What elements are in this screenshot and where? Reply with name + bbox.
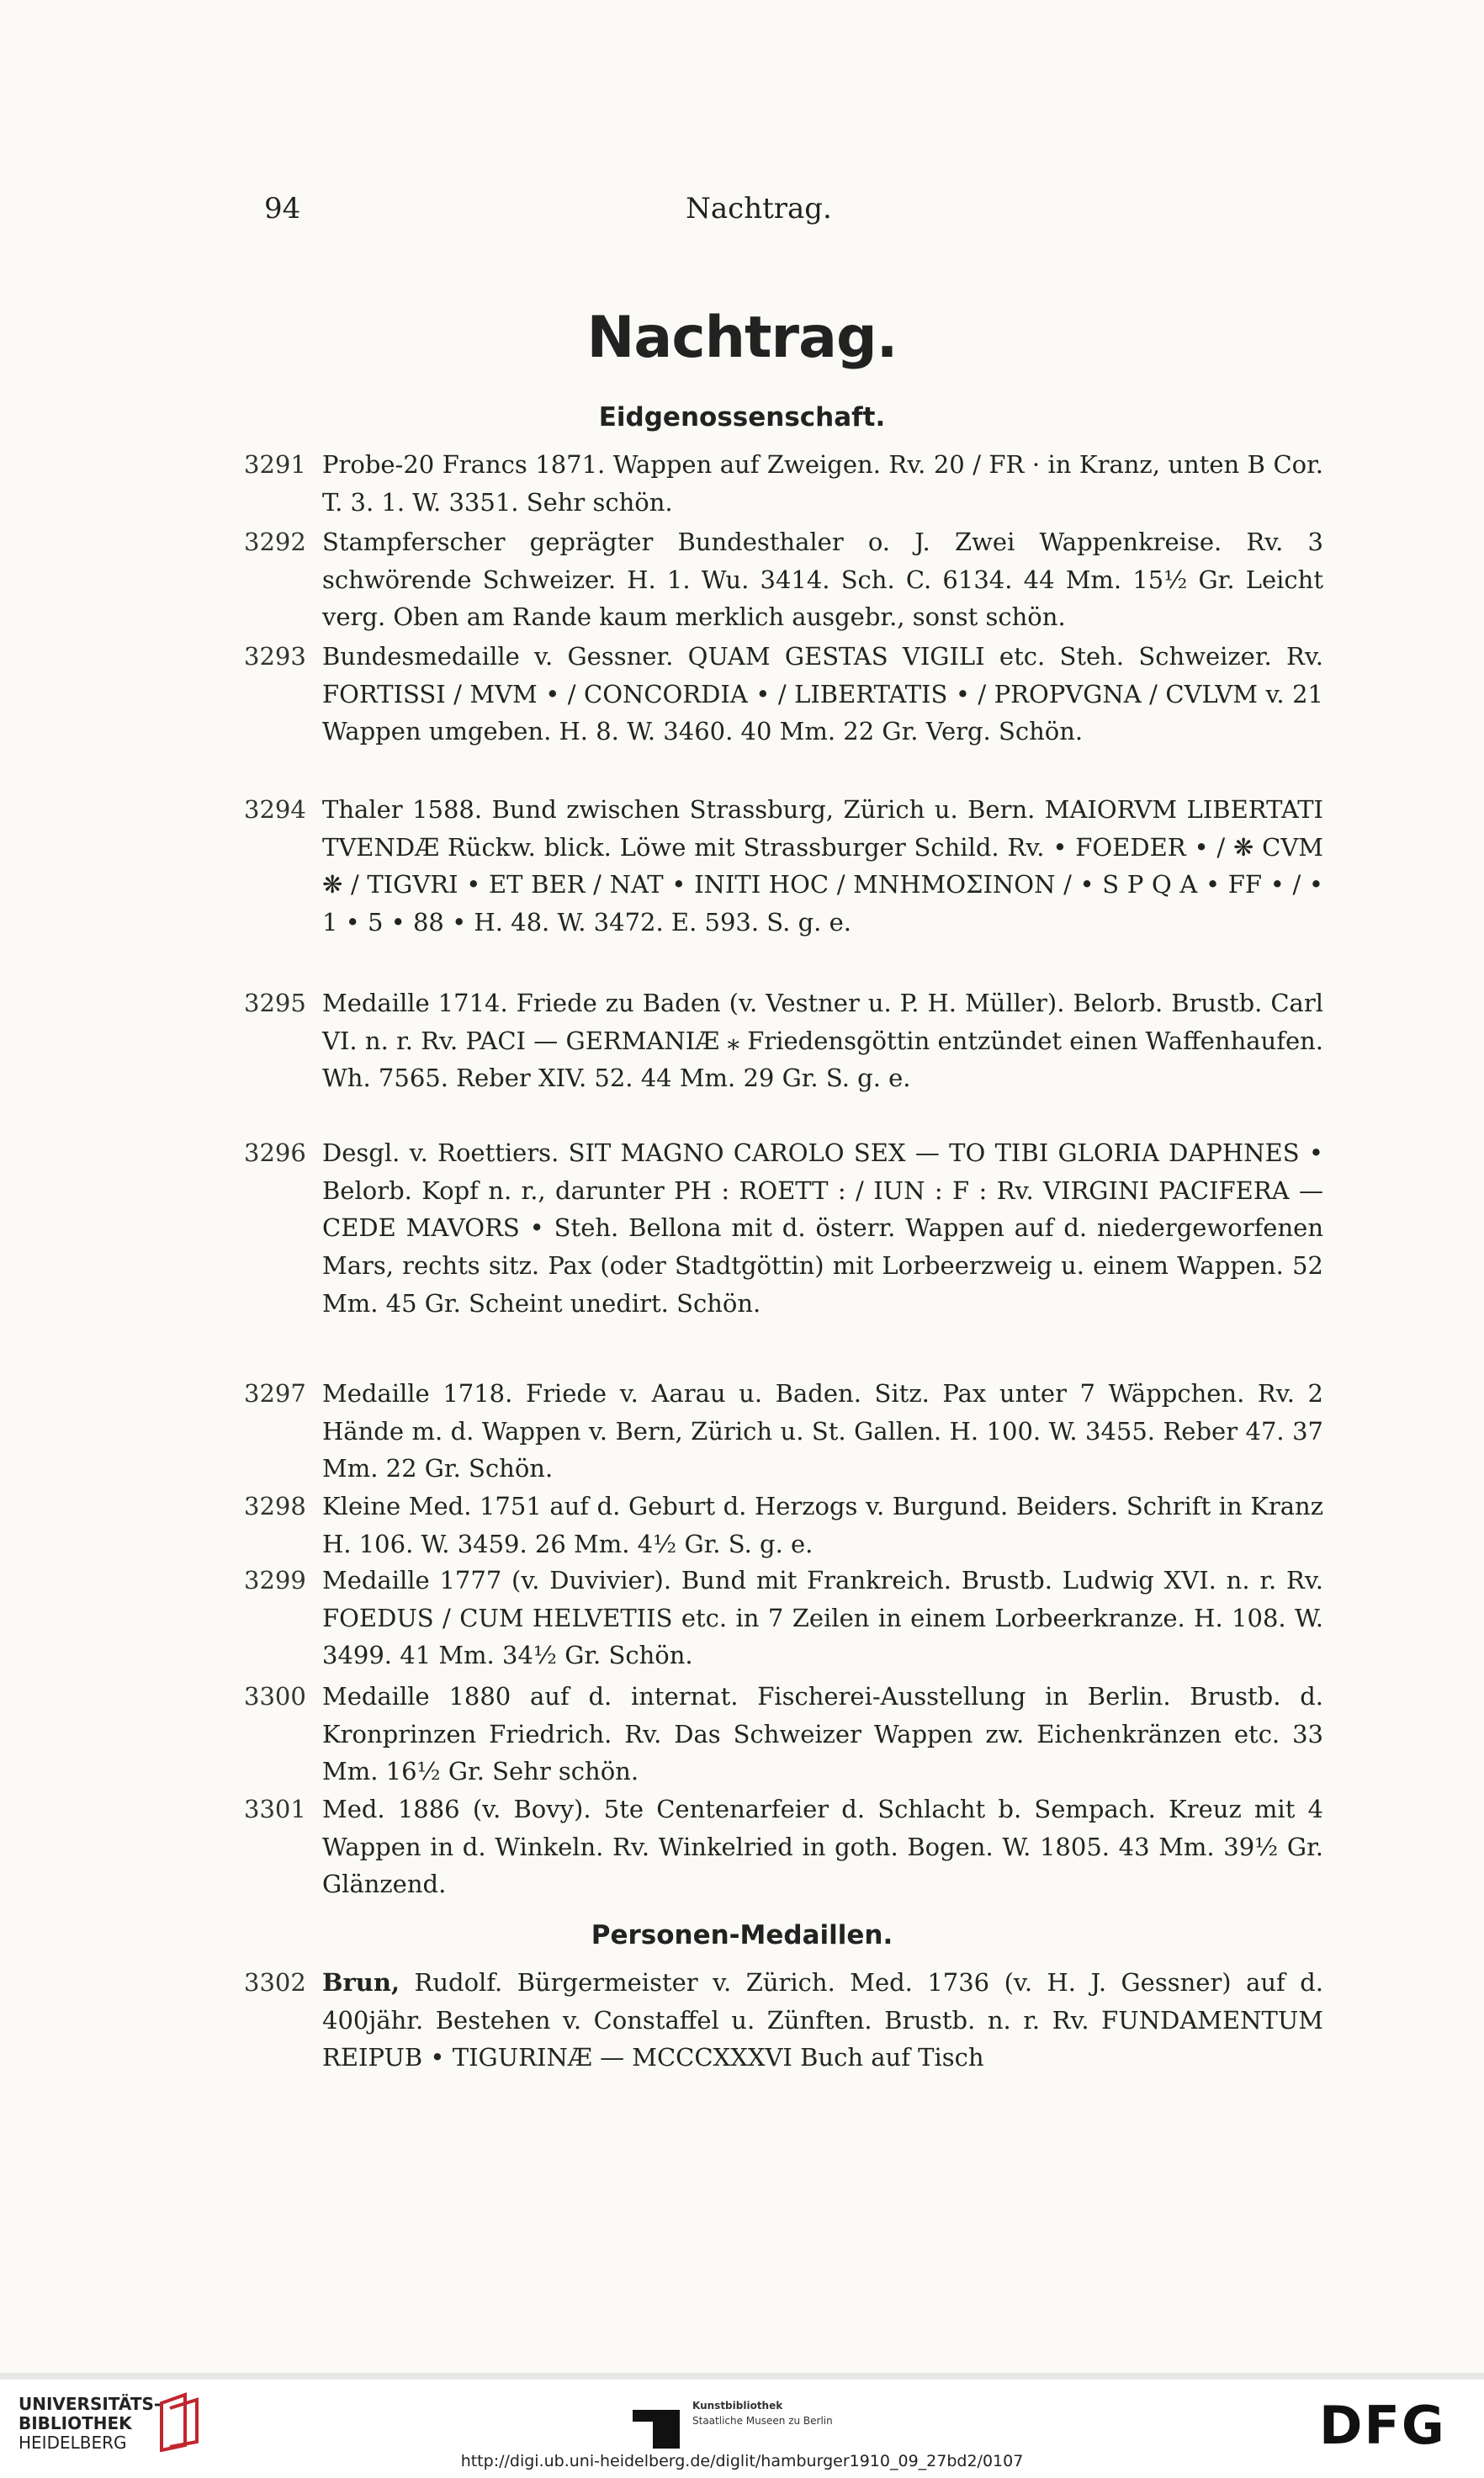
entry-text: Bundesmedaille v. Gessner. QUAM GESTAS VIGILI etc. Steh. Schweizer. Rv. FORTISSI / MVM • / CONCORDIA • / LIBERTATIS • / PROPVGNA / CVLVM v. 21 Wappen umgeben. H. 8. W. 3460. 40 Mm. 22 Gr. Verg. Schön. [322,642,1323,746]
entry-number: 3297 [244,1379,306,1408]
entry-text: Probe-20 Francs 1871. Wappen auf Zweigen. Rv. 20 / FR · in Kranz, unten B Cor. T. 3. 1. W. 3351. Sehr schön. [322,450,1323,517]
entry-text-body: Rudolf. Bürgermeister v. Zürich. Med. 1736 (v. H. J. Gessner) auf d. 400jähr. Bestehen v. Constaffel u. Zünften. Brustb. n. r. Rv. FUNDAMENTUM REIPUB • TIGURINÆ — MCCCXXXVI Buch auf Tisch [322,1968,1324,2072]
entry-number: 3291 [244,450,306,479]
running-head [0,192,1484,232]
library-name-line3: HEIDELBERG [19,2433,127,2453]
entry-text: Thaler 1588. Bund zwischen Strassburg, Zürich u. Bern. MAIORVM LIBERTATI TVENDÆ Rückw. blick. Löwe mit Strassburger Schild. Rv. • FOEDER • / ❋ CVM ❋ / TIGVRI • ET BER / NAT • INITI HOC / MNHMOΣINON / • S P Q A • FF • / • 1 • 5 • 88 • H. 48. W. 3472. E. 593. S. g. e. [322,795,1323,937]
entry-number: 3298 [244,1492,306,1520]
library-name [19,2395,161,2453]
library-name-line2: BIBLIOTHEK [19,2413,132,2433]
kunstbibliothek-line2: Staatliche Museen zu Berlin [692,2415,833,2427]
page-title: Nachtrag. [586,305,898,371]
entry-number: 3293 [244,642,306,671]
entry-number: 3300 [244,1682,306,1711]
entry-number: 3294 [244,795,306,824]
entry-number: 3295 [244,989,306,1017]
footer-divider [0,2373,1484,2380]
entry-number: 3296 [244,1138,306,1167]
entry-number: 3301 [244,1795,306,1823]
library-name-line1: UNIVERSITÄTS- [19,2394,162,2414]
running-title: Nachtrag. [686,192,832,226]
entry-text: Kleine Med. 1751 auf d. Geburt d. Herzogs v. Burgund. Beiders. Schrift in Kranz H. 106. W. 3459. 26 Mm. 4½ Gr. S. g. e. [322,1492,1323,1558]
entry-text: Desgl. v. Roettiers. SIT MAGNO CAROLO SEX — TO TIBI GLORIA DAPHNES • Belorb. Kopf n. r., darunter PH : ROETT : / IUN : F : Rv. VIRGINI PACIFERA — CEDE MAVORS • Steh. Bellona mit d. österr. Wappen auf d. niedergeworfenen Mars, rechts sitz. Pax (oder Stadtgöttin) mit Lorbeerzweig u. einem Wappen. 52 Mm. 45 Gr. Scheint unedirt. Schön. [322,1138,1323,1318]
kunstbibliothek-name [692,2398,833,2428]
entry-text: Medaille 1880 auf d. internat. Fischerei-Ausstellung in Berlin. Brustb. d. Kronprinzen Friedrich. Rv. Das Schweizer Wappen zw. Eichenkränzen etc. 33 Mm. 16½ Gr. Sehr schön. [322,1682,1323,1786]
page-number: 94 [264,192,301,226]
footer-bar [0,2373,1484,2478]
entry-text: Medaille 1777 (v. Duvivier). Bund mit Frankreich. Brustb. Ludwig XVI. n. r. Rv. FOEDUS / CUM HELVETIIS etc. in 7 Zeilen in einem Lorbeerkranze. H. 108. W. 3499. 41 Mm. 34½ Gr. Schön. [322,1566,1323,1670]
entry-text: Stampferscher geprägter Bundesthaler o. J. Zwei Wappenkreise. Rv. 3 schwörende Schweizer. H. 1. Wu. 3414. Sch. C. 6134. 44 Mm. 15½ Gr. Leicht verg. Oben am Rande kaum merklich ausgebr., sonst schön. [322,528,1323,632]
source-url[interactable]: http://digi.ub.uni-heidelberg.de/diglit/hamburger1910_09_27bd2/0107 [460,2452,1024,2470]
entry-number: 3299 [244,1566,306,1595]
section-heading-personen-medaillen: Personen-Medaillen. [591,1920,893,1950]
entry-number: 3302 [244,1968,306,1997]
entry-number: 3292 [244,528,306,556]
entry-text [322,1964,1323,2077]
entry-person-name: Brun, [322,1968,400,1997]
section-heading-eidgenossenschaft: Eidgenossenschaft. [598,402,886,432]
entry-text: Med. 1886 (v. Bovy). 5te Centenarfeier d. Schlacht b. Sempach. Kreuz mit 4 Wappen in d. Winkeln. Rv. Winkelried in goth. Bogen. W. 1805. 43 Mm. 39½ Gr. Glänzend. [322,1795,1323,1899]
kunstbibliothek-line1: Kunstbibliothek [692,2400,783,2412]
kunstbibliothek-logo-icon [633,2410,680,2452]
library-logo-icon [155,2391,205,2455]
entry-text: Medaille 1718. Friede v. Aarau u. Baden. Sitz. Pax unter 7 Wäppchen. Rv. 2 Hände m. d. Wappen v. Bern, Zürich u. St. Gallen. H. 100. W. 3455. Reber 47. 37 Mm. 22 Gr. Schön. [322,1379,1323,1483]
dfg-logo: DFG [1319,2395,1446,2456]
entry-text: Medaille 1714. Friede zu Baden (v. Vestner u. P. H. Müller). Belorb. Brustb. Carl VI. n. r. Rv. PACI — GERMANIÆ ⁎ Friedensgöttin entzündet einen Waffenhaufen. Wh. 7565. Reber XIV. 52. 44 Mm. 29 Gr. S. g. e. [322,989,1323,1093]
